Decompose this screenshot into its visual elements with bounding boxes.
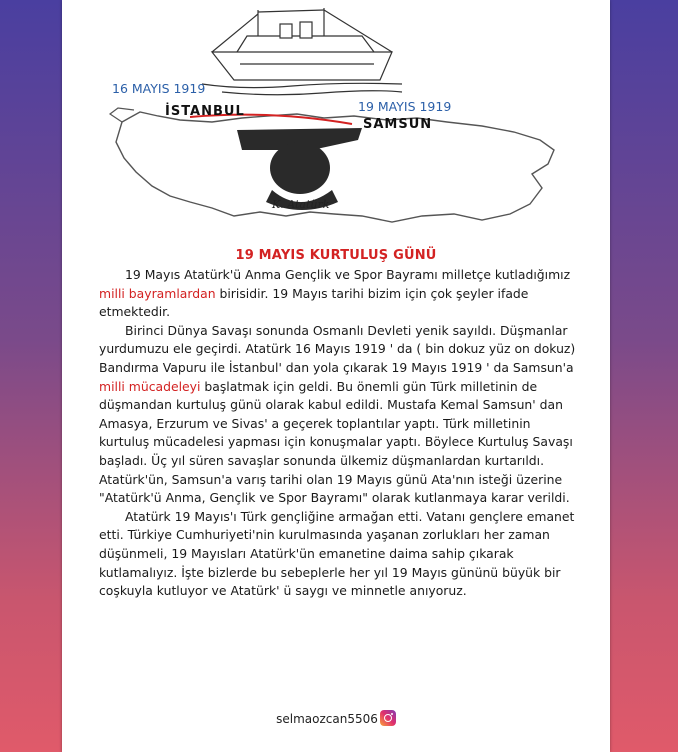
author-credit bbox=[62, 710, 610, 726]
instagram-icon bbox=[380, 710, 396, 726]
city-samsun-label: SAMSUN bbox=[363, 117, 433, 132]
paragraph-1 bbox=[99, 266, 577, 322]
paragraph-2 bbox=[99, 322, 577, 508]
turkey-map-illustration bbox=[62, 0, 610, 248]
date-right-label: 19 MAYIS 1919 bbox=[358, 99, 452, 114]
text-run: 19 Mayıs Atatürk'ü Anma Gençlik ve Spor Bayramı milletçe kutladığımız bbox=[125, 267, 571, 282]
text-run: Birinci Dünya Savaşı sonunda Osmanlı Devleti yenik sayıldı. Düşmanlar yurdumuzu ele geçirdi. Atatürk 16 Mayıs 1919 ' da ( bin dokuz yüz on dokuz) Bandırma Vapuru ile İstanbul' dan yola çıkarak 19 Mayıs 1919 ' da Samsun'a bbox=[99, 322, 576, 375]
highlight-text: milli mücadeleyi bbox=[99, 378, 201, 394]
date-left-label: 16 MAYIS 1919 bbox=[112, 81, 206, 96]
ship-icon bbox=[202, 8, 402, 95]
hero-illustration bbox=[62, 0, 610, 248]
text-run: birisidir. 19 Mayıs tarihi bizim için çok şeyler ifade etmektedir. bbox=[99, 285, 529, 320]
highlight-text: milli bayramlardan bbox=[99, 285, 216, 301]
article-body bbox=[99, 266, 577, 601]
city-istanbul-label: İSTANBUL bbox=[165, 104, 245, 119]
worksheet-page bbox=[62, 0, 610, 752]
paragraph-3: Atatürk 19 Mayıs'ı Türk gençliğine armağan etti. Vatanı gençlere emanet etti. Türkiye Cumhuriyeti'nin kurulmasında yaşanan zorlukları her zaman düşünmeli, 19 Mayısları Atatürk'ün emanetine daima sahip çıkarak kutlamalıyız. İşte bizlerde bu sebeplerle her yıl 19 Mayıs gününü büyük bir coşkuyla kutluyor ve Atatürk' ü saygı ve minnetle anıyoruz. bbox=[99, 508, 575, 599]
page-title: 19 MAYIS KURTULUŞ GÜNÜ bbox=[235, 248, 437, 263]
text-run: başlatmak için geldi. Bu önemli gün Türk milletinin de düşmandan kurtuluş günü olarak kabul edildi. Mustafa Kemal Samsun' dan Amasya, Erzurum ve Sivas' a geçerek toplantılar yaptı. Türk milletinin kurtuluş mücadelesi yapması için konuşmalar yaptı. Böylece Kurtuluş Savaşı başladı. Üç yıl süren savaşlar sonunda ülkemiz düşmanlardan kurtarıldı. Atatürk'ün, Samsun'a varış tarihi olan 19 Mayıs günü Ata'nın isteği üzerine "Atatürk'ü Anma, Gençlik ve Spor Bayramı" olarak kutlanmaya karar verildi. bbox=[99, 378, 573, 506]
author-handle: selmaozcan5506 bbox=[276, 712, 378, 726]
signature: K. Atatürk bbox=[272, 198, 330, 211]
